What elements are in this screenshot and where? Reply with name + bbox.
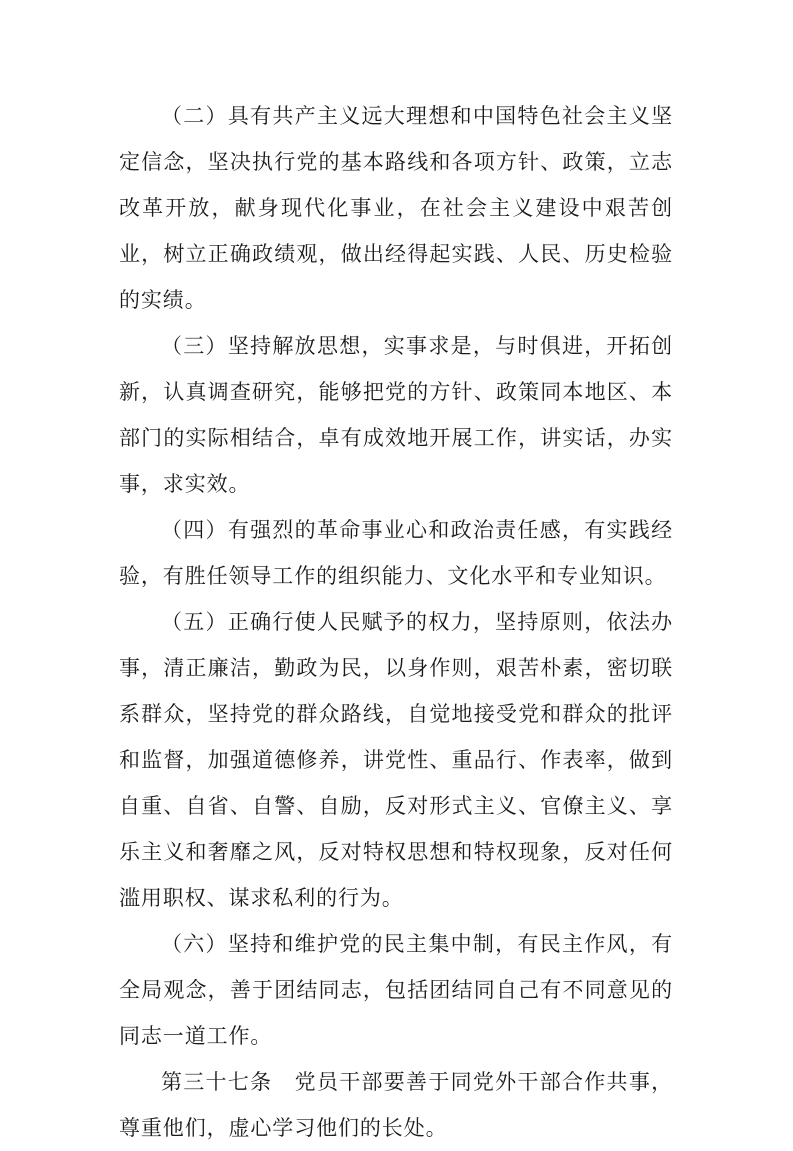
- paragraph-item-4: （四）有强烈的革命事业心和政治责任感，有实践经验，有胜任领导工作的组织能力、文化水平和专业知识。: [119, 518, 673, 588]
- paragraph-item-5: （五）正确行使人民赋予的权力，坚持原则，依法办事，清正廉洁，勤政为民，以身作则，艰苦朴素，密切联系群众，坚持党的群众路线，自觉地接受党和群众的批评和监督，加强道德修养，讲党性、重品行、作表率，做到自重、自省、自警、自励，反对形式主义、官僚主义、享乐主义和奢靡之风，反对特权思想和特权现象，反对任何滥用职权、谋求私利的行为。: [119, 610, 673, 910]
- document-body: [119, 93, 673, 1151]
- paragraph-item-6: （六）坚持和维护党的民主集中制，有民主作风，有全局观念，善于团结同志，包括团结同自己有不同意见的同志一道工作。: [119, 932, 673, 1048]
- paragraph-item-2: （二）具有共产主义远大理想和中国特色社会主义坚定信念，坚决执行党的基本路线和各项方针、政策，立志改革开放，献身现代化事业，在社会主义建设中艰苦创业，树立正确政绩观，做出经得起实践、人民、历史检验的实绩。: [119, 104, 673, 312]
- paragraph-item-3: （三）坚持解放思想，实事求是，与时俱进，开拓创新，认真调查研究，能够把党的方针、政策同本地区、本部门的实际相结合，卓有成效地开展工作，讲实话，办实事，求实效。: [119, 334, 673, 496]
- article-37-paragraph: 第三十七条 党员干部要善于同党外干部合作共事，尊重他们，虚心学习他们的长处。: [119, 1070, 673, 1140]
